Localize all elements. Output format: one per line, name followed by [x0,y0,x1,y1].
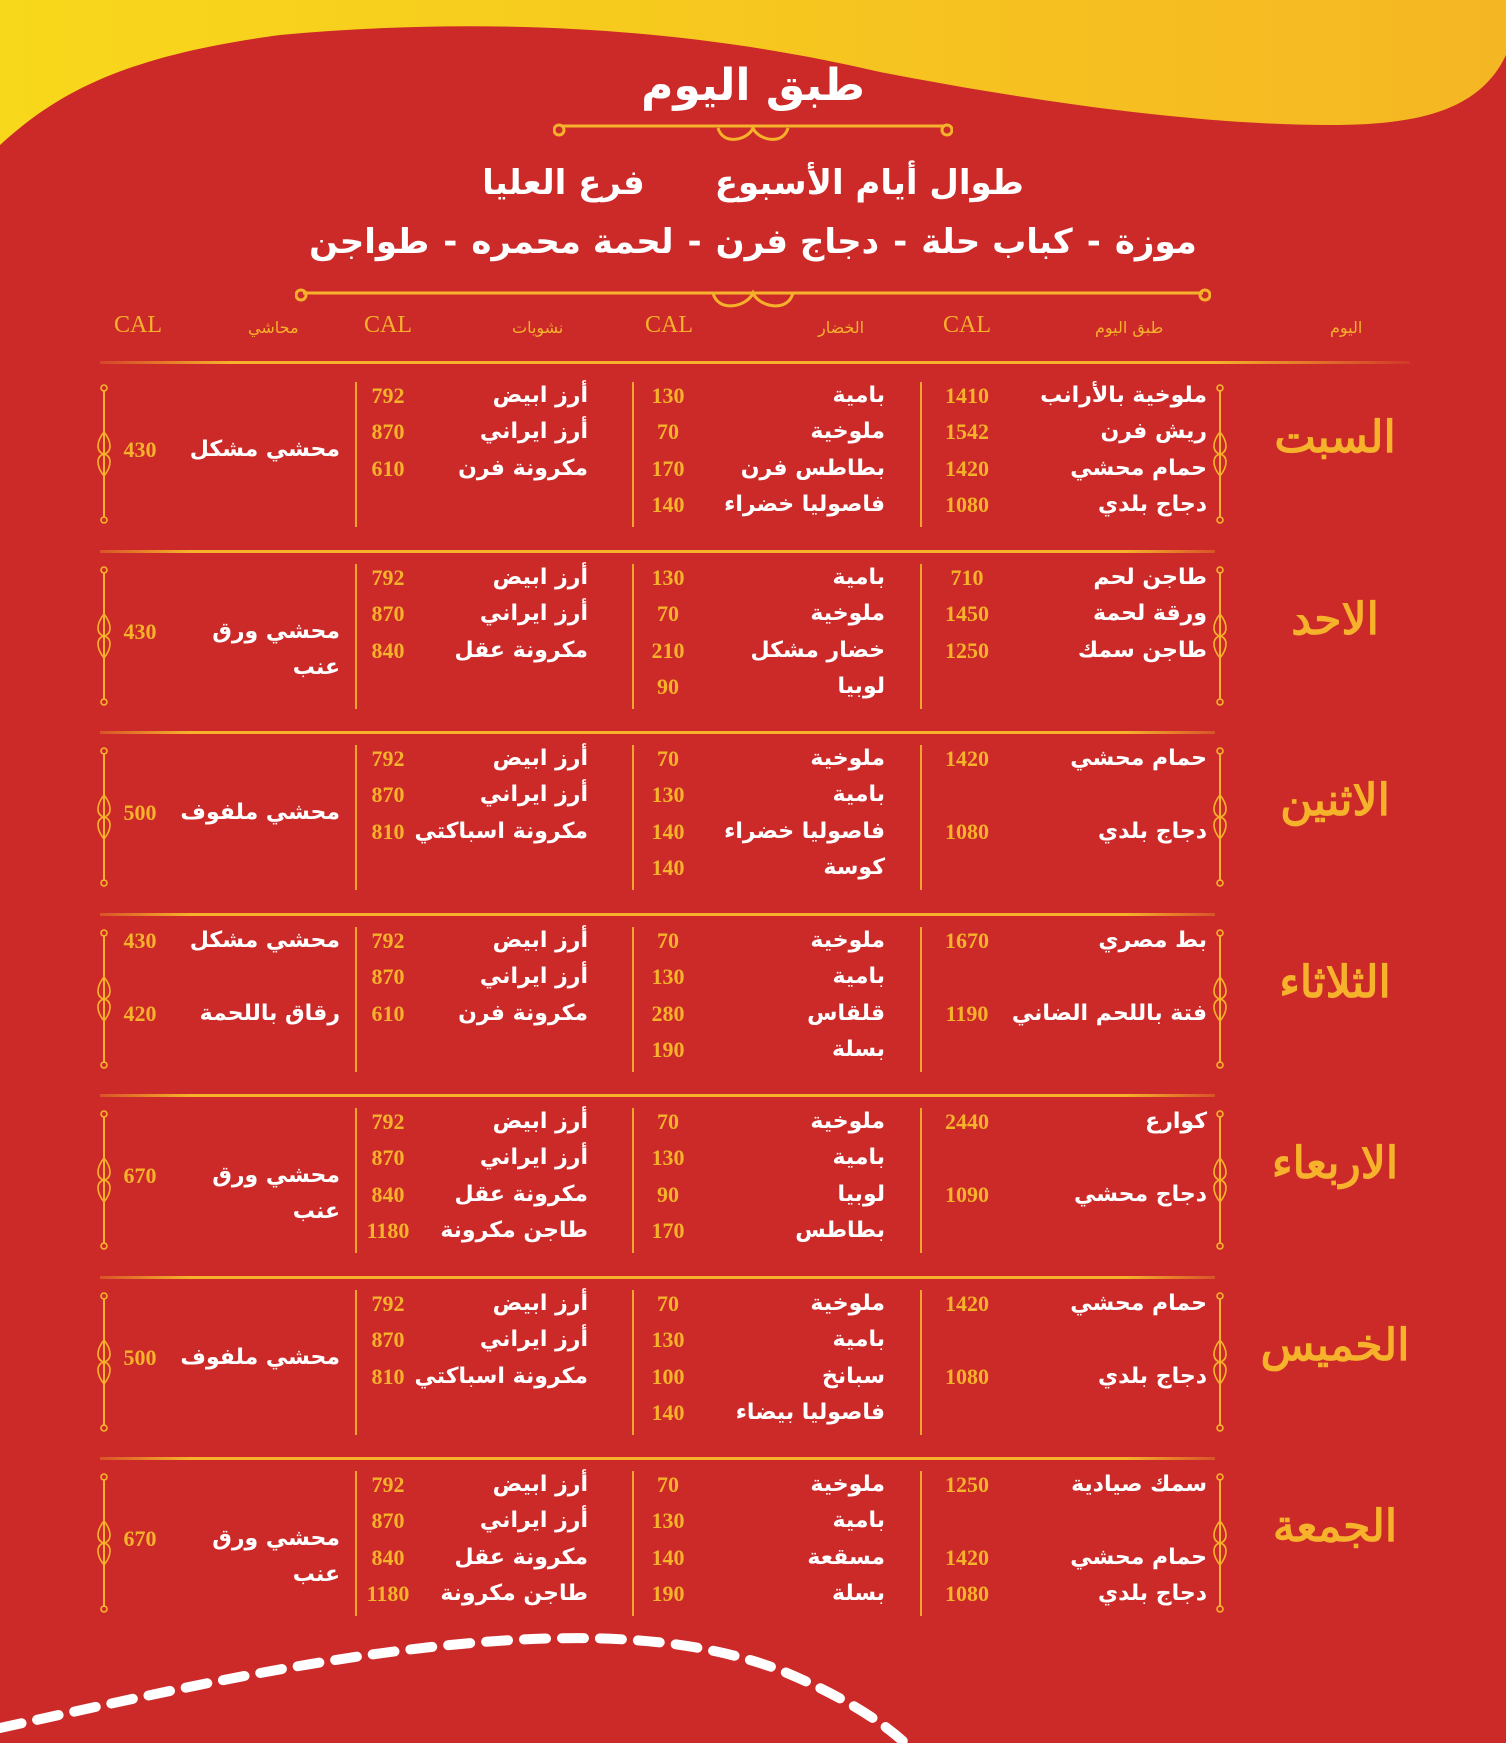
vegetable-cal: 100 [651,1363,685,1389]
vegetable-item: سبانخ [822,1363,885,1389]
header-starches: نشويات [512,318,564,337]
column-divider [920,382,922,527]
column-divider [355,382,357,527]
main-dish-item: طاجن سمك [1077,637,1207,663]
main-dish-cal: 1250 [945,637,989,663]
vegetable-cal: 170 [651,455,685,481]
title-ornament-divider [553,118,953,148]
vegetable-item: ملوخية [810,419,885,445]
right-bracket-ornament [1212,1473,1228,1613]
row-divider [100,1094,1215,1097]
starch-cal: 792 [371,1472,405,1497]
day-name: الجمعة [1272,1501,1398,1552]
column-divider [632,564,634,709]
starch-cal: 792 [371,746,405,771]
featured-dishes [0,222,1506,262]
main-dish-item: حمام محشي [1070,1291,1207,1316]
starch-item: أرز ابيض [492,746,588,771]
vegetable-cal: 130 [651,1327,685,1353]
stuffed-item: محشي مشكل [189,437,340,463]
vegetable-item: بامية [832,1508,885,1534]
starch-cal: 792 [371,383,405,408]
starch-cal: 792 [371,1109,405,1134]
vegetable-cal: 190 [651,1580,685,1606]
vegetable-cal: 210 [651,637,685,663]
vegetable-cal: 130 [651,1145,685,1171]
day-row [0,374,1506,556]
featured-dish: لحمة محمره [471,222,674,262]
right-bracket-ornament [1212,929,1228,1069]
starch-cal: 840 [371,1181,405,1207]
stuffed-item: محشي ملفوف [180,800,340,826]
main-dish-item: سمك صيادية [1071,1472,1207,1497]
column-divider [632,1108,634,1253]
starch-item: أرز ايراني [479,782,588,808]
starch-item: أرز ابيض [492,1291,588,1316]
featured-separator: - [687,222,702,262]
main-dish-item: حمام محشي [1070,455,1207,481]
featured-dish: طواجن [309,222,430,262]
row-divider [100,1457,1215,1460]
column-divider [355,927,357,1072]
vegetable-item: بامية [832,964,885,990]
header-stuffed-cal: CAL [114,312,162,338]
vegetable-cal: 70 [657,1109,679,1134]
vegetable-item: فاصوليا بيضاء [735,1399,885,1425]
main-dish-cal: 2440 [945,1109,989,1134]
starch-cal: 810 [371,1363,405,1389]
header-divider [100,361,1410,364]
vegetable-cal: 130 [651,383,685,408]
stuffed-cal: 430 [123,928,157,953]
vegetable-cal: 130 [651,565,685,590]
starch-cal: 870 [371,1508,405,1534]
vegetable-item: ملوخية [810,1109,885,1134]
column-divider [632,927,634,1072]
main-dish-cal: 1542 [945,419,989,445]
starch-item: مكرونة عقل [454,1181,588,1207]
starch-item: طاجن مكرونة [440,1217,588,1243]
column-divider [355,564,357,709]
starch-cal: 870 [371,419,405,445]
row-divider [100,731,1215,734]
main-dish-item: طاجن لحم [1093,565,1207,590]
vegetable-item: بطاطس فرن [740,455,885,481]
main-dish-item: ريش فرن [1100,419,1207,445]
vegetable-item: بامية [832,565,885,590]
vegetable-item: لوبيا [837,673,885,699]
starch-item: أرز ابيض [492,1472,588,1497]
starch-item: أرز ايراني [479,1327,588,1353]
stuffed-cal: 430 [123,437,157,463]
stuffed-cal: 670 [123,1526,157,1552]
vegetable-cal: 170 [651,1217,685,1243]
vegetable-cal: 70 [657,1291,679,1316]
starch-cal: 840 [371,1544,405,1570]
column-divider [920,1471,922,1616]
main-dish-item: دجاج بلدي [1097,818,1207,844]
vegetable-cal: 130 [651,1508,685,1534]
starch-cal: 1180 [366,1217,410,1243]
starch-cal: 792 [371,1291,405,1316]
stuffed-cal: 500 [123,800,157,826]
main-dish-cal: 710 [950,565,984,590]
page-title: طبق اليوم [641,60,865,111]
starch-cal: 1180 [366,1580,410,1606]
row-divider [100,913,1215,916]
starch-cal: 870 [371,1145,405,1171]
featured-separator: - [443,222,458,262]
starch-cal: 870 [371,782,405,808]
main-dish-cal: 1080 [945,1580,989,1606]
column-divider [920,745,922,890]
stuffed-item: رقاق باللحمة [199,1000,340,1026]
column-divider [632,1471,634,1616]
day-row [0,919,1506,1101]
starch-cal: 792 [371,565,405,590]
main-dish-item: ملوخية بالأرانب [1040,383,1207,408]
right-bracket-ornament [1212,384,1228,524]
vegetable-cal: 140 [651,1544,685,1570]
main-dish-cal: 1250 [945,1472,989,1497]
vegetable-item: بامية [832,383,885,408]
featured-dish: موزة [1114,222,1197,262]
column-divider [355,745,357,890]
vegetable-item: خضار مشكل [750,637,885,663]
main-dish-item: كوارع [1145,1109,1207,1134]
stuffed-item: محشي ورق عنب [212,1163,340,1225]
starch-cal: 870 [371,1327,405,1353]
stuffed-cal: 420 [123,1000,157,1026]
starch-item: طاجن مكرونة [440,1580,588,1606]
stuffed-item: محشي ورق عنب [212,1526,340,1588]
vegetable-item: بامية [832,1327,885,1353]
vegetable-cal: 130 [651,782,685,808]
vegetable-cal: 70 [657,1472,679,1497]
day-name: الثلاثاء [1279,957,1391,1008]
starch-item: أرز ايراني [479,601,588,627]
stuffed-item: محشي ملفوف [180,1345,340,1371]
subtitle-week: طوال أيام الأسبوع [714,163,1024,203]
main-dish-cal: 1080 [945,1363,989,1389]
vegetable-item: كوسة [823,854,885,880]
column-divider [632,745,634,890]
starch-item: أرز ايراني [479,1508,588,1534]
starch-cal: 810 [371,818,405,844]
vegetable-cal: 140 [651,818,685,844]
column-divider [355,1471,357,1616]
vegetable-cal: 190 [651,1036,685,1062]
main-dish-item: دجاج بلدي [1097,1363,1207,1389]
day-name: السبت [1274,412,1396,463]
vegetable-cal: 70 [657,601,679,627]
vegetable-item: ملوخية [810,1291,885,1316]
starch-item: أرز ابيض [492,565,588,590]
vegetable-item: لوبيا [837,1181,885,1207]
main-dish-cal: 1670 [945,928,989,953]
day-row [0,556,1506,738]
right-bracket-ornament [1212,1110,1228,1250]
header-main-dish: طبق اليوم [1095,318,1164,337]
vegetable-item: مسقعة [807,1544,885,1570]
starch-item: مكرونة اسباكتي [414,818,588,844]
vegetable-cal: 70 [657,419,679,445]
vegetable-item: بطاطس [795,1217,885,1243]
header-starch-cal: CAL [364,312,412,338]
row-divider [100,550,1215,553]
main-dish-cal: 1420 [945,1291,989,1316]
day-row [0,737,1506,919]
starch-cal: 792 [371,928,405,953]
main-dish-cal: 1190 [945,1000,989,1026]
starch-item: أرز ايراني [479,964,588,990]
vegetable-item: فاصوليا خضراء [724,818,885,844]
day-name: الخميس [1260,1320,1410,1371]
header-vegetables: الخضار [818,318,865,337]
vegetable-cal: 70 [657,746,679,771]
main-dish-item: حمام محشي [1070,746,1207,771]
featured-separator: - [893,222,908,262]
stuffed-cal: 500 [123,1345,157,1371]
main-dish-cal: 1080 [945,491,989,517]
stuffed-cal: 670 [123,1163,157,1189]
day-row [0,1282,1506,1464]
stuffed-item: محشي ورق عنب [212,619,340,681]
vegetable-cal: 140 [651,854,685,880]
column-headers [0,312,1506,348]
starch-cal: 610 [371,1000,405,1026]
vegetable-cal: 70 [657,928,679,953]
main-dish-item: دجاج بلدي [1097,491,1207,517]
column-divider [920,927,922,1072]
starch-item: مكرونة عقل [454,1544,588,1570]
subtitle-branch: فرع العليا [482,163,645,203]
column-divider [355,1290,357,1435]
day-name: الاثنين [1280,775,1390,826]
featured-dish: دجاج فرن [715,222,880,262]
vegetable-item: ملوخية [810,601,885,627]
column-divider [920,1108,922,1253]
header-day: اليوم [1330,318,1363,337]
vegetable-cal: 130 [651,964,685,990]
starch-item: أرز ابيض [492,928,588,953]
row-divider [100,1276,1215,1279]
main-dish-cal: 1410 [945,383,989,408]
featured-ornament-divider [295,283,1211,313]
main-dish-cal: 1080 [945,818,989,844]
featured-dish: كباب حلة [921,222,1073,262]
header-main-cal: CAL [943,312,991,338]
column-divider [632,382,634,527]
right-bracket-ornament [1212,1292,1228,1432]
main-dish-item: بط مصري [1098,928,1207,953]
starch-item: مكرونة اسباكتي [414,1363,588,1389]
stuffed-cal: 430 [123,619,157,645]
vegetable-item: بامية [832,782,885,808]
right-bracket-ornament [1212,566,1228,706]
starch-cal: 840 [371,637,405,663]
main-dish-item: دجاج محشي [1073,1181,1207,1207]
starch-item: مكرونة عقل [454,637,588,663]
starch-item: مكرونة فرن [458,1000,588,1026]
starch-cal: 870 [371,964,405,990]
vegetable-item: ملوخية [810,928,885,953]
vegetable-cal: 140 [651,491,685,517]
vegetable-cal: 90 [657,1181,679,1207]
day-name: الاربعاء [1271,1138,1399,1189]
vegetable-cal: 90 [657,673,679,699]
vegetable-cal: 280 [651,1000,685,1026]
vegetable-item: قلقاس [807,1000,885,1026]
vegetable-item: بسلة [832,1580,885,1606]
main-dish-cal: 1090 [945,1181,989,1207]
vegetable-item: فاصوليا خضراء [724,491,885,517]
day-row [0,1463,1506,1645]
column-divider [920,1290,922,1435]
column-divider [355,1108,357,1253]
starch-cal: 870 [371,601,405,627]
featured-separator: - [1086,222,1101,262]
day-name: الاحد [1291,594,1379,645]
starch-item: أرز ايراني [479,419,588,445]
main-dish-cal: 1420 [945,746,989,771]
main-dish-cal: 1450 [945,601,989,627]
day-row [0,1100,1506,1282]
vegetable-item: بامية [832,1145,885,1171]
column-divider [632,1290,634,1435]
main-dish-item: دجاج بلدي [1097,1580,1207,1606]
starch-cal: 610 [371,455,405,481]
vegetable-item: ملوخية [810,1472,885,1497]
main-dish-item: ورقة لحمة [1093,601,1207,627]
vegetable-item: ملوخية [810,746,885,771]
subtitle-row [0,163,1506,203]
vegetable-cal: 140 [651,1399,685,1425]
starch-item: مكرونة فرن [458,455,588,481]
main-dish-cal: 1420 [945,1544,989,1570]
starch-item: أرز ايراني [479,1145,588,1171]
main-dish-cal: 1420 [945,455,989,481]
header-stuffed: محاشي [248,318,299,337]
starch-item: أرز ابيض [492,383,588,408]
main-dish-item: فتة باللحم الضاني [1011,1000,1207,1026]
stuffed-item: محشي مشكل [189,928,340,953]
column-divider [920,564,922,709]
right-bracket-ornament [1212,747,1228,887]
vegetable-item: بسلة [832,1036,885,1062]
header-veg-cal: CAL [645,312,693,338]
main-dish-item: حمام محشي [1070,1544,1207,1570]
starch-item: أرز ابيض [492,1109,588,1134]
